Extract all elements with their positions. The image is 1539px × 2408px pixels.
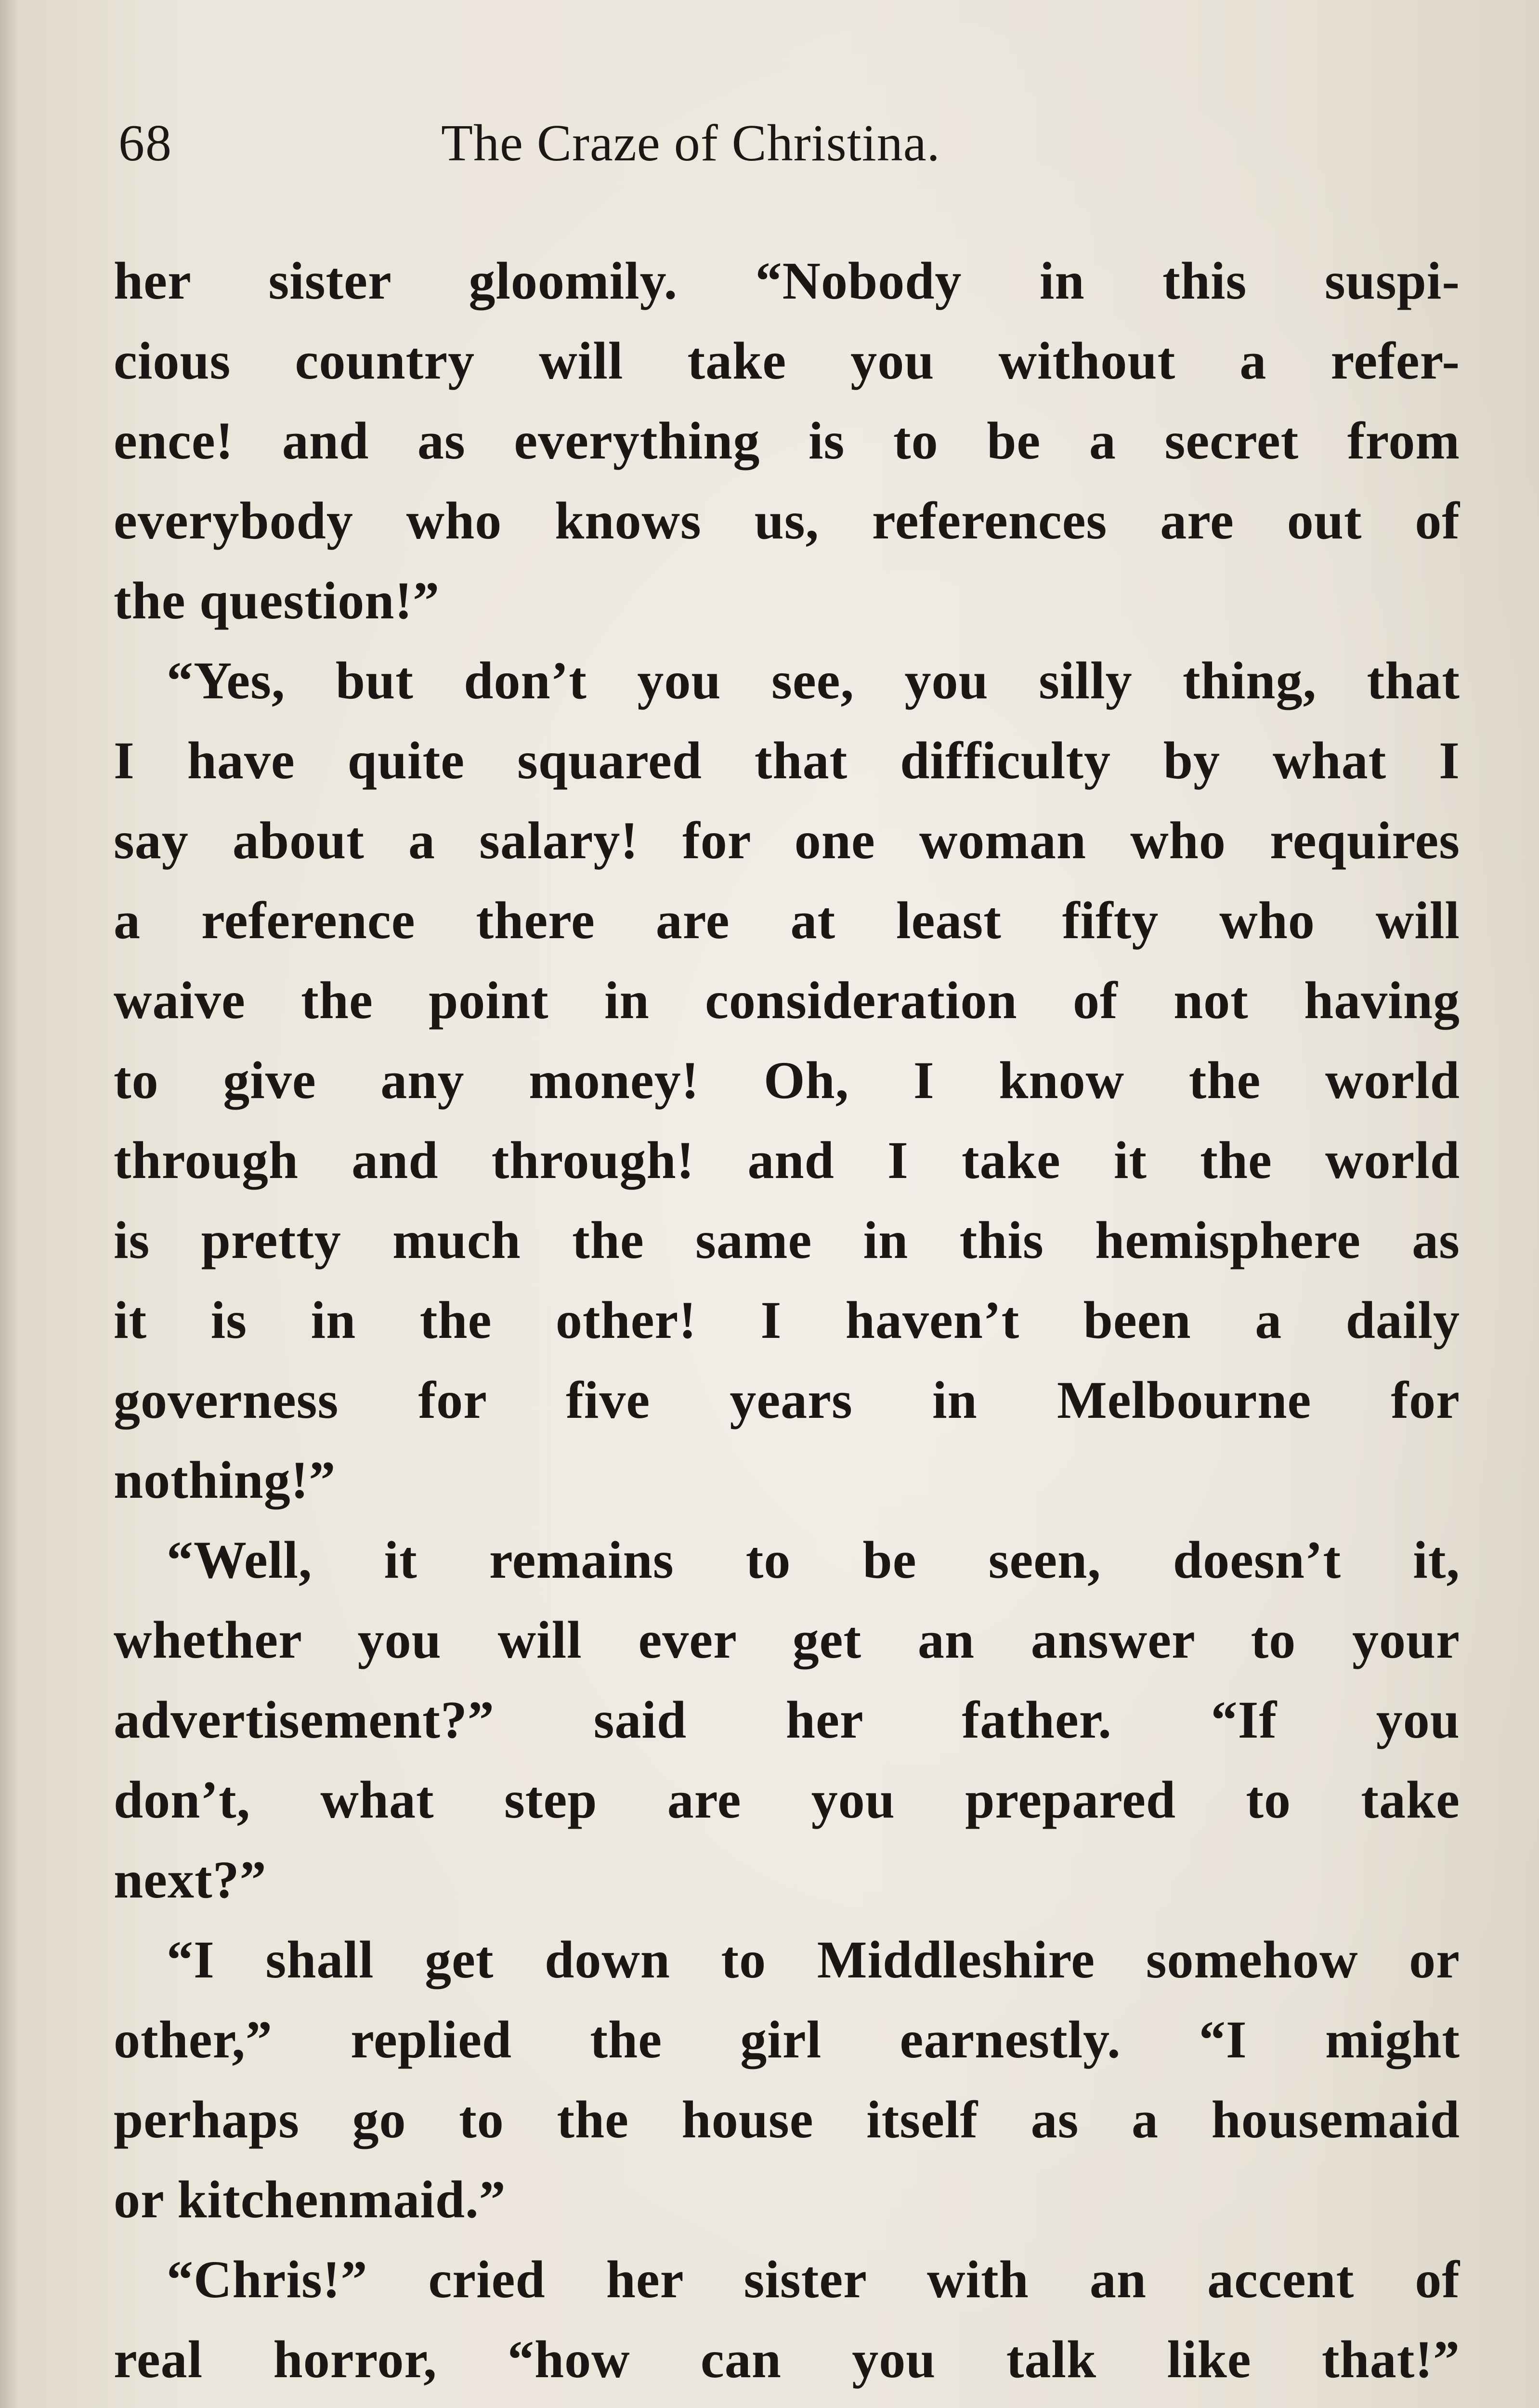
text-line bbox=[114, 2399, 1460, 2408]
text-line: real horror, “how can you talk like that!” bbox=[114, 2330, 1460, 2389]
page-gutter-shadow bbox=[0, 0, 19, 2408]
text-line: a reference there are at least fifty who will bbox=[114, 891, 1460, 950]
text-line: don’t, what step are you prepared to take bbox=[114, 1770, 1460, 1829]
page-number: 68 bbox=[118, 115, 172, 172]
text-line: “Chris!” cried her sister with an accent of bbox=[167, 2250, 1460, 2309]
text-line: her sister gloomily. “Nobody in this suspi- bbox=[114, 251, 1460, 310]
text-line: advertisement?” said her father. “If you bbox=[114, 1690, 1460, 1749]
text-line: say about a salary! for one woman who requires bbox=[114, 811, 1460, 870]
text-line: it is in the other! I haven’t been a daily bbox=[114, 1291, 1460, 1349]
text-line: “I shall get down to Middleshire somehow or bbox=[167, 1930, 1460, 1989]
text-line: ence! and as everything is to be a secret from bbox=[114, 411, 1460, 470]
text-line: “Well, it remains to be seen, doesn’t it, bbox=[167, 1531, 1460, 1589]
text-line: next?” bbox=[114, 1850, 267, 1909]
text-line: the question!” bbox=[114, 571, 440, 630]
running-title: The Craze of Christina. bbox=[441, 115, 940, 172]
text-line: through and through! and I take it the world bbox=[114, 1131, 1460, 1190]
text-line: is pretty much the same in this hemisphere as bbox=[114, 1211, 1460, 1269]
text-line: waive the point in consideration of not having bbox=[114, 971, 1460, 1030]
text-line: other,” replied the girl earnestly. “I might bbox=[114, 2010, 1460, 2069]
text-line: I have quite squared that difficulty by what I bbox=[114, 731, 1460, 790]
text-line: “Yes, but don’t you see, you silly thing, that bbox=[167, 651, 1460, 710]
page-header bbox=[118, 114, 1452, 191]
text-line: or kitchenmaid.” bbox=[114, 2170, 506, 2229]
text-line: cious country will take you without a refer- bbox=[114, 331, 1460, 390]
text-line: whether you will ever get an answer to your bbox=[114, 1610, 1460, 1669]
text-line: perhaps go to the house itself as a housemaid bbox=[114, 2090, 1460, 2149]
text-line: everybody who knows us, references are out of bbox=[114, 491, 1460, 550]
body-text bbox=[114, 241, 1460, 2408]
text-line: nothing!” bbox=[114, 1451, 336, 1509]
text-line: to give any money! Oh, I know the world bbox=[114, 1051, 1460, 1110]
text-line: governess for five years in Melbourne for bbox=[114, 1371, 1460, 1429]
